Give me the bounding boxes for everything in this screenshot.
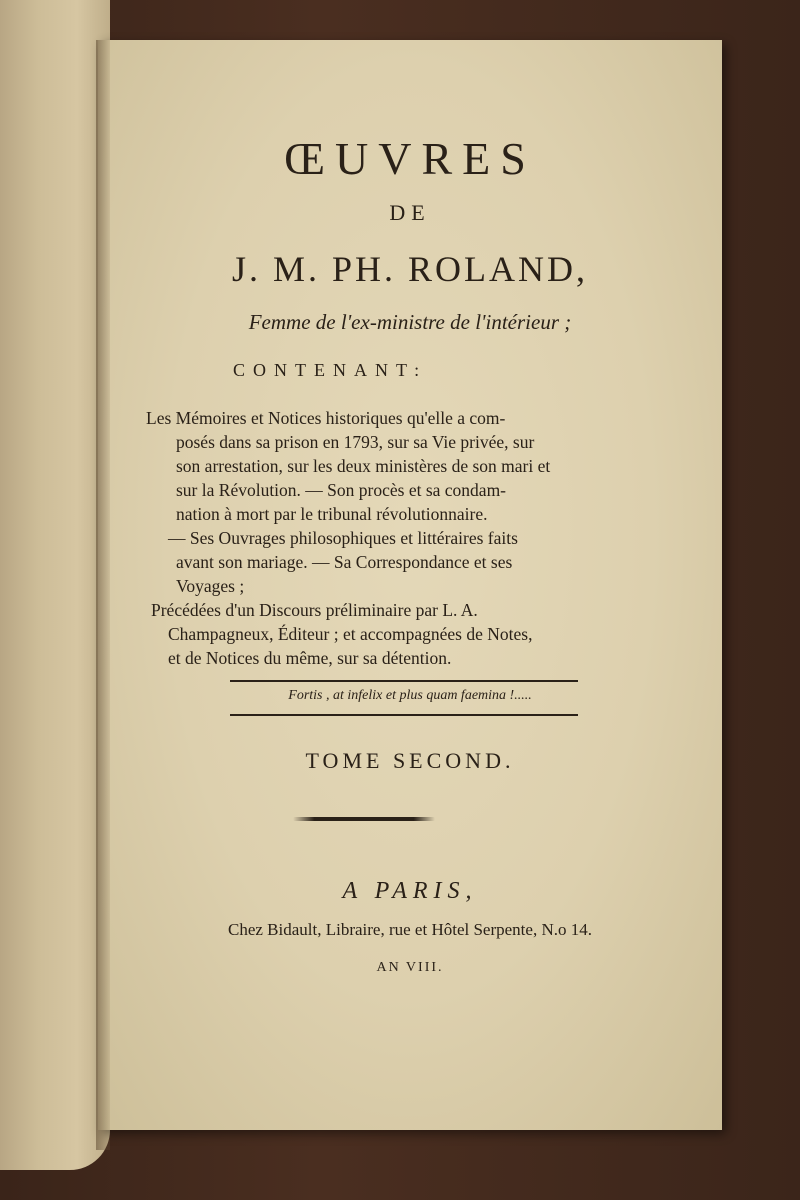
preface-line: Champagneux, Éditeur ; et accompagnées de Notes, [168,624,533,644]
title-preposition: DE [389,200,431,225]
contents-line: son arrestation, sur les deux ministères de son mari et [176,456,551,476]
contents-line: posés dans sa prison en 1793, sur sa Vie privée, sur [176,432,535,452]
motto: Fortis , at infelix et plus quam faemina !..... [288,688,532,703]
contents-line: sur la Révolution. — Son procès et sa condam- [176,480,507,500]
preface-description [146,598,686,670]
bottom-rule [230,714,578,716]
contents-line: Les Mémoires et Notices historiques qu'elle a com- [146,408,506,428]
title-page [98,40,722,1130]
preface-line: Précédées d'un Discours préliminaire par L. A. [151,600,478,620]
contents-description [146,406,686,598]
contents-line: — Ses Ouvrages philosophiques et littéraires faits [168,528,518,548]
publication-year: AN VIII. [376,960,444,975]
contents-line: Voyages ; [176,576,245,596]
volume-label: TOME SECOND. [305,748,515,773]
book-gutter [96,40,110,1150]
ornamental-rule [293,817,435,821]
left-page-edge [0,0,110,1170]
publisher-line: Chez Bidault, Libraire, rue et Hôtel Serpente, N.o 14. [228,920,592,939]
contents-line: avant son mariage. — Sa Correspondance et ses [176,552,513,572]
author-subtitle: Femme de l'ex-ministre de l'intérieur ; [248,310,572,334]
contents-heading: CONTENANT: [233,360,428,380]
contents-line: nation à mort par le tribunal révolutionnaire. [176,504,488,524]
preface-line: et de Notices du même, sur sa détention. [168,648,452,668]
top-rule [230,680,578,682]
book-title: ŒUVRES [284,133,536,184]
publication-place: A PARIS, [342,878,478,904]
author-name: J. M. PH. ROLAND, [231,249,589,289]
